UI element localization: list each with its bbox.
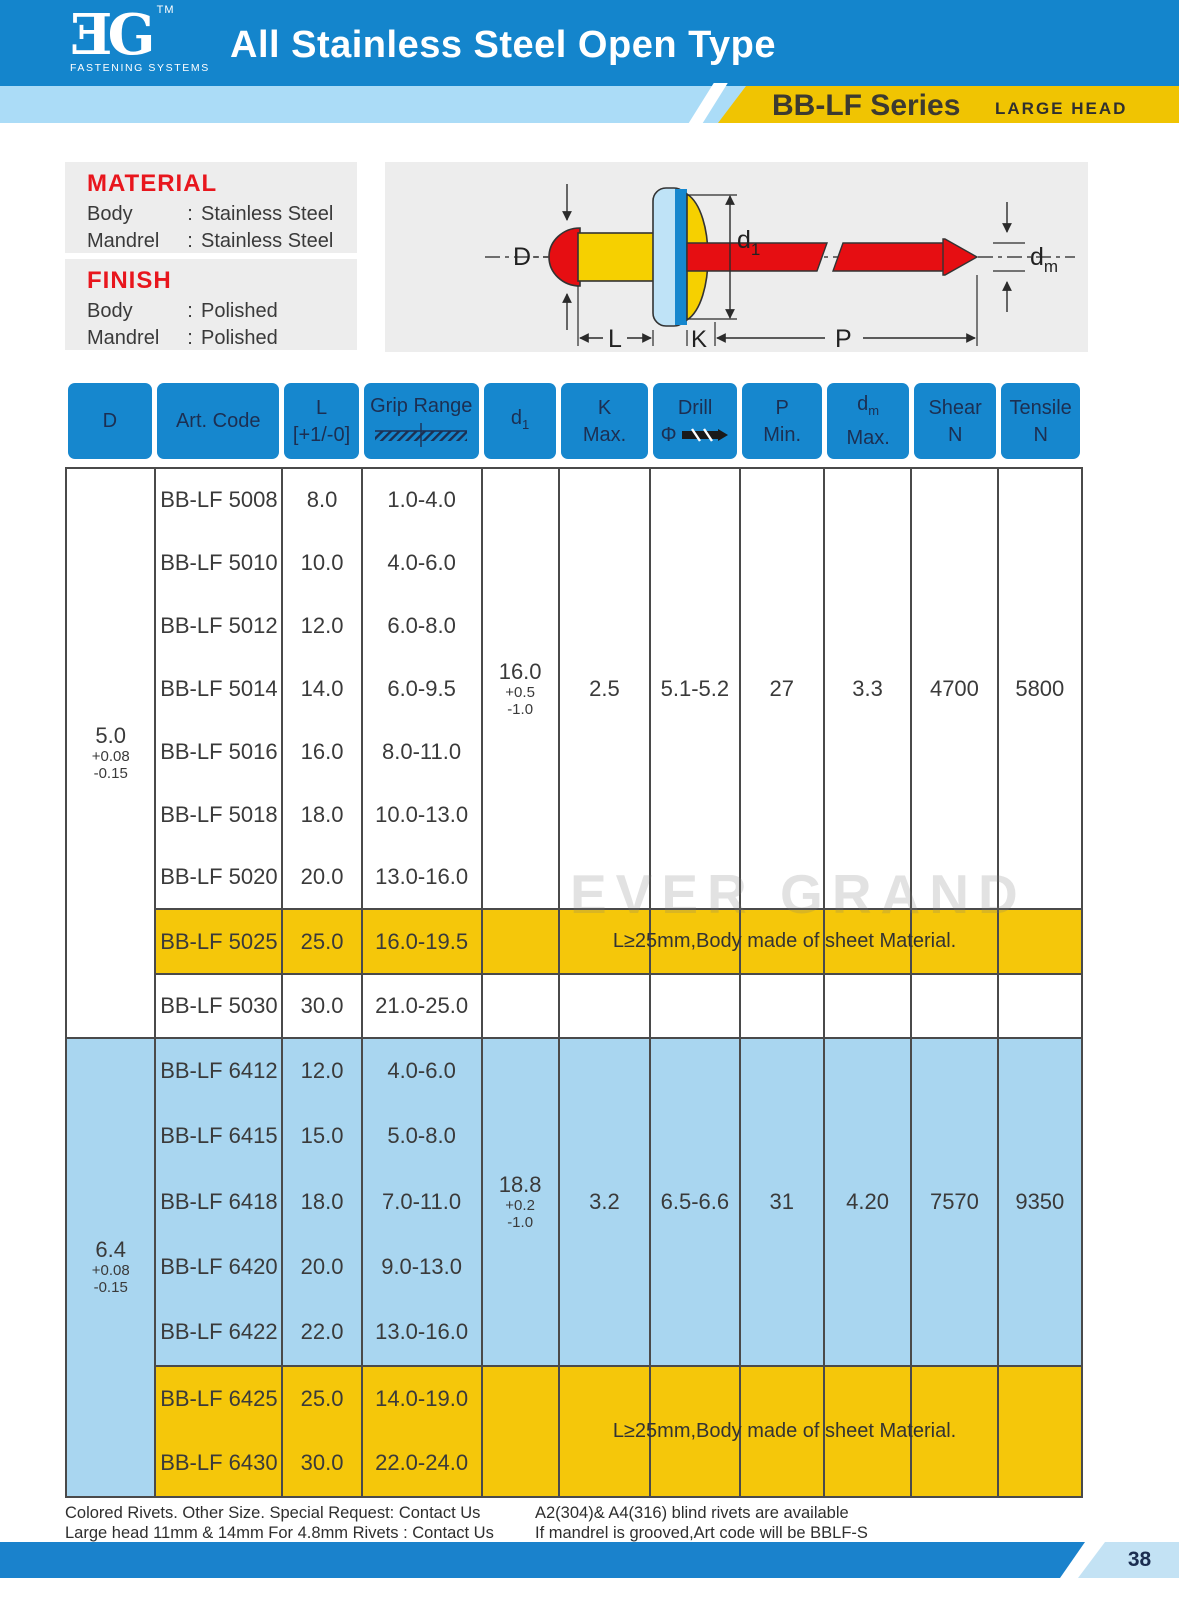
cell-length: 20.0 (282, 846, 361, 909)
dim-label-D: D (513, 243, 532, 271)
dim-label-dm: $d_m$ (1030, 243, 1059, 276)
finish-mandrel-value: Polished (201, 327, 278, 349)
cell-p-min: 31 (740, 1038, 824, 1366)
material-mandrel-label: Mandrel (87, 230, 160, 252)
phi-symbol: Φ (660, 423, 677, 446)
header-text: Grip Range (370, 394, 473, 417)
cell-diameter (66, 468, 155, 1038)
page-number: 38 (1127, 1548, 1152, 1571)
rivet-diagram-panel (385, 162, 1088, 352)
cell-grip-range: 22.0-24.0 (362, 1431, 482, 1497)
cell-grip-range: 1.0-4.0 (362, 468, 482, 531)
cell-art-code: BB-LF 5020 (155, 846, 282, 909)
company-logo (70, 2, 210, 74)
band-light-blue (0, 86, 770, 123)
cell-length: 15.0 (282, 1104, 361, 1170)
series-subtitle: LARGE HEAD (995, 99, 1128, 118)
cell-length: 25.0 (282, 1366, 361, 1432)
tolerance-minus: -1.0 (507, 1213, 534, 1231)
header-text: D (102, 410, 118, 432)
cell-length: 18.0 (282, 1169, 361, 1235)
cell-dm-max: 3.3 (824, 468, 911, 909)
col-header-grip-range (361, 380, 481, 462)
col-header-art-code (155, 380, 282, 462)
cell-grip-range: 6.0-8.0 (362, 594, 482, 657)
finish-title: FINISH (87, 267, 172, 294)
cell-art-code: BB-LF 6422 (155, 1300, 282, 1366)
empty-cell (482, 974, 559, 1038)
cell-art-code: BB-LF 6420 (155, 1235, 282, 1301)
rivet-mandrel (833, 243, 945, 271)
footnote: A2(304)& A4(316) blind rivets are available (535, 1504, 849, 1522)
cell-drill: 6.5-6.6 (650, 1038, 739, 1366)
finish-body-value: Polished (201, 300, 278, 322)
series-name: BB-LF Series (772, 89, 961, 122)
grip-range-icon (373, 422, 469, 448)
cell-k-max: 2.5 (559, 468, 650, 909)
highlight-cell (482, 1366, 957, 1497)
cell-grip-range: 13.0-16.0 (362, 846, 482, 909)
col-header-drill (650, 380, 740, 462)
col-header-tensile (998, 380, 1082, 462)
trademark-symbol: TM (156, 4, 175, 16)
header-text: P (775, 396, 789, 419)
finish-mandrel-label: Mandrel (87, 327, 160, 349)
col-header-p-min (740, 380, 824, 462)
col-header-d (65, 380, 155, 462)
header-text: L (315, 396, 328, 419)
cell-dm-max: 4.20 (824, 1038, 911, 1366)
empty-cell (824, 974, 911, 1038)
separator: : (187, 327, 193, 349)
material-title: MATERIAL (87, 170, 218, 197)
cell-grip-range: 6.0-9.5 (362, 657, 482, 720)
empty-cell (650, 974, 739, 1038)
tolerance-plus: +0.08 (91, 748, 130, 765)
tolerance-plus: +0.2 (505, 1196, 535, 1214)
table-row (66, 468, 1082, 531)
section-6.4mm (66, 1038, 1082, 1497)
cell-length: 22.0 (282, 1300, 361, 1366)
spec-table-body (65, 467, 1083, 1498)
tolerance-minus: -0.15 (93, 1279, 128, 1297)
header-text: Tensile (1009, 396, 1072, 419)
header-text: $d_1$ (510, 406, 530, 432)
cell-grip-range: 5.0-8.0 (362, 1104, 482, 1170)
separator: : (187, 230, 193, 252)
table-row (66, 974, 1082, 1038)
header-text: Max. (582, 423, 627, 446)
material-mandrel-value: Stainless Steel (201, 230, 334, 252)
rivet-flange-edge (675, 189, 687, 325)
cell-length: 25.0 (282, 909, 361, 974)
cell-grip-range: 10.0-13.0 (362, 783, 482, 846)
table-header-row (65, 380, 1083, 462)
cell-art-code: BB-LF 5008 (155, 468, 282, 531)
tolerance-plus: +0.08 (91, 1262, 130, 1280)
table-row (66, 1038, 1082, 1104)
value: 18.8 (498, 1171, 542, 1197)
watermark: EVER GRAND (570, 863, 1027, 925)
header-text: Drill (677, 396, 713, 419)
cell-grip-range: 4.0-6.0 (362, 1038, 482, 1104)
header-text: [+1/-0] (292, 423, 351, 446)
cell-p-min: 27 (740, 468, 824, 909)
cell-grip-range: 4.0-6.0 (362, 531, 482, 594)
tolerance-plus: +0.5 (505, 683, 535, 701)
finish-box (65, 259, 357, 350)
empty-cell (911, 974, 997, 1038)
cell-length: 10.0 (282, 531, 361, 594)
header-text: Min. (763, 423, 802, 446)
top-banner (0, 0, 1179, 86)
col-header-k-max (559, 380, 651, 462)
cell-art-code: BB-LF 5014 (155, 657, 282, 720)
cell-shear: 4700 (911, 468, 997, 909)
drill-bit-icon (680, 427, 730, 443)
cell-grip-range: 16.0-19.5 (362, 909, 482, 974)
section-5mm (66, 468, 1082, 1038)
rivet-mandrel-tip (943, 239, 977, 275)
footnote: Colored Rivets. Other Size. Special Request: Contact Us (65, 1504, 481, 1522)
cell-art-code: BB-LF 5016 (155, 720, 282, 783)
cell-art-code: BB-LF 6415 (155, 1104, 282, 1170)
col-header-length (282, 380, 361, 462)
footnotes-left (65, 1503, 494, 1543)
material-body-label: Body (87, 203, 133, 225)
cell-art-code: BB-LF 6425 (155, 1366, 282, 1432)
empty-cell (998, 974, 1082, 1038)
cell-length: 12.0 (282, 594, 361, 657)
header-text: Max. (846, 427, 890, 449)
cell-art-code: BB-LF 5010 (155, 531, 282, 594)
tolerance-minus: -0.15 (93, 765, 128, 782)
cell-art-code: BB-LF 6418 (155, 1169, 282, 1235)
highlight-row (66, 1366, 1082, 1432)
material-body-value: Stainless Steel (201, 203, 334, 225)
highlight-cell (482, 909, 957, 974)
finish-body-row (87, 298, 357, 325)
cell-length: 30.0 (282, 974, 361, 1038)
cell-grip-range: 21.0-25.0 (362, 974, 482, 1038)
footnotes-right (535, 1503, 868, 1543)
cell-length: 20.0 (282, 1235, 361, 1301)
cell-grip-range: 9.0-13.0 (362, 1235, 482, 1301)
cell-d1 (482, 468, 559, 909)
material-body-row (87, 201, 357, 228)
material-box (65, 162, 357, 253)
col-header-d1 (481, 380, 558, 462)
value: 6.4 (95, 1237, 126, 1263)
cell-art-code: BB-LF 5018 (155, 783, 282, 846)
header-text: $d_m$ (857, 393, 880, 418)
cell-shear: 7570 (911, 1038, 997, 1366)
sheet-material-note: L≥25mm,Body made of sheet Material. (612, 930, 957, 952)
cell-grip-range: 8.0-11.0 (362, 720, 482, 783)
page-title: All Stainless Steel Open Type (230, 24, 776, 66)
header-text: K (597, 396, 612, 419)
cell-length: 12.0 (282, 1038, 361, 1104)
cell-art-code: BB-LF 6430 (155, 1431, 282, 1497)
cell-diameter (66, 1038, 155, 1497)
cell-length: 8.0 (282, 468, 361, 531)
empty-cell (559, 974, 650, 1038)
value: 5.0 (95, 723, 126, 748)
dim-label-d1: $d_1$ (737, 226, 761, 259)
header-text: N (947, 423, 963, 446)
cell-length: 16.0 (282, 720, 361, 783)
footnote: If mandrel is grooved,Art code will be BBLF-S (535, 1524, 868, 1542)
separator: : (187, 300, 193, 322)
material-mandrel-row (87, 228, 357, 255)
cell-d1 (482, 1038, 559, 1366)
empty-cell (740, 974, 824, 1038)
footer-bar (0, 1542, 1085, 1578)
cell-tensile: 9350 (998, 1038, 1082, 1366)
finish-mandrel-row (87, 325, 357, 352)
cell-drill: 5.1-5.2 (650, 468, 739, 909)
cell-grip-range: 14.0-19.0 (362, 1366, 482, 1432)
dim-label-K: K (691, 326, 708, 352)
highlight-row (66, 909, 1082, 974)
rivet-mandrel-head (549, 228, 580, 286)
col-header-shear (912, 380, 999, 462)
cell-length: 30.0 (282, 1431, 361, 1497)
cell-art-code: BB-LF 5030 (155, 974, 282, 1038)
header-text: Shear (928, 396, 982, 419)
cell-art-code: BB-LF 5012 (155, 594, 282, 657)
dim-label-L: L (608, 325, 622, 352)
sheet-material-note: L≥25mm,Body made of sheet Material. (612, 1419, 957, 1442)
logo-subtitle: FASTENING SYSTEMS (70, 62, 210, 74)
rivet-body (578, 233, 655, 281)
value: 16.0 (498, 658, 542, 684)
cell-grip-range: 7.0-11.0 (362, 1169, 482, 1235)
cell-art-code: BB-LF 5025 (155, 909, 282, 974)
cell-k-max: 3.2 (559, 1038, 650, 1366)
dim-label-P: P (835, 325, 852, 352)
spec-table (65, 380, 1083, 1498)
finish-body-label: Body (87, 300, 133, 322)
tolerance-minus: -1.0 (507, 700, 534, 718)
cell-tensile: 5800 (998, 468, 1082, 909)
col-header-dm-max (824, 380, 912, 462)
cell-length: 14.0 (282, 657, 361, 720)
logo-text: ƎG (70, 2, 151, 68)
cell-length: 18.0 (282, 783, 361, 846)
header-text: N (1033, 423, 1048, 446)
rivet-diagram (385, 162, 1088, 352)
separator: : (187, 203, 193, 225)
header-text: Art. Code (175, 410, 261, 432)
cell-art-code: BB-LF 6412 (155, 1038, 282, 1104)
footnote: Large head 11mm & 14mm For 4.8mm Rivets : Contact Us (65, 1524, 494, 1542)
cell-grip-range: 13.0-16.0 (362, 1300, 482, 1366)
